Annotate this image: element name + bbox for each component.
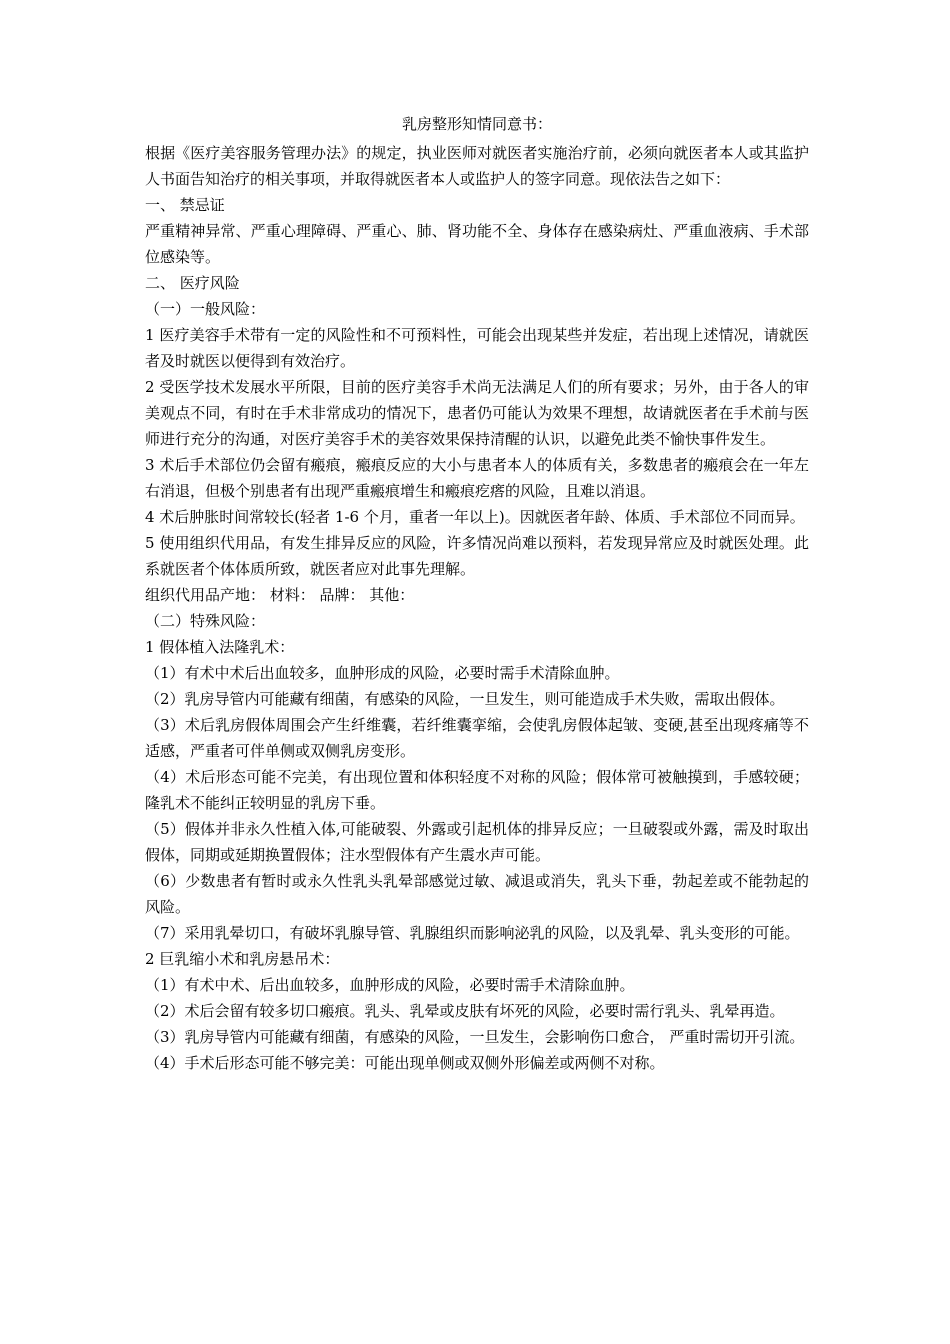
document-title: 乳房整形知情同意书：: [401, 115, 552, 133]
paragraph-contraindications: 严重精神异常、严重心理障碍、严重心、肺、肾功能不全、身体存在感染病灶、严重血液病、手术部位感染等。: [145, 222, 809, 266]
paragraph-reduction-risk-3: （3）乳房导管内可能藏有细菌，有感染的风险，一旦发生，会影响伤口愈合， 严重时需切开引流。: [145, 1028, 805, 1046]
item-heading-implant-augmentation: 1 假体植入法隆乳术：: [145, 638, 295, 656]
paragraph-reduction-risk-1: （1）有术中术、后出血较多，血肿形成的风险，必要时需手术清除血肿。: [145, 976, 635, 994]
paragraph-implant-risk-3: （3）术后乳房假体周围会产生纤维囊，若纤维囊挛缩，会使乳房假体起皱、变硬,甚至出现疼痛等不适感，严重者可伴单侧或双侧乳房变形。: [145, 716, 809, 760]
paragraph-reduction-risk-4: （4）手术后形态可能不够完美：可能出现单侧或双侧外形偏差或两侧不对称。: [145, 1054, 665, 1072]
item-heading-reduction-mastopexy: 2 巨乳缩小术和乳房悬吊术：: [145, 950, 340, 968]
paragraph-implant-risk-2: （2）乳房导管内可能藏有细菌，有感染的风险，一旦发生，则可能造成手术失败，需取出假体。: [145, 690, 785, 708]
section-heading-medical-risks: 二、 医疗风险: [145, 274, 240, 292]
subsection-heading-general-risks: （一）一般风险：: [145, 300, 266, 318]
paragraph-general-risk-4: 4 术后肿胀时间常较长(轻者 1-6 个月，重者一年以上)。因就医者年龄、体质、手术部位不同而异。: [145, 508, 805, 526]
paragraph-implant-risk-6: （6）少数患者有暂时或永久性乳头乳晕部感觉过敏、减退或消失，乳头下垂，勃起差或不能勃起的风险。: [145, 872, 809, 916]
paragraph-implant-risk-1: （1）有术中术后出血较多，血肿形成的风险，必要时需手术清除血肿。: [145, 664, 620, 682]
paragraph-general-risk-3: 3 术后手术部位仍会留有瘢痕，瘢痕反应的大小与患者本人的体质有关，多数患者的瘢痕会在一年左右消退，但极个别患者有出现严重瘢痕增生和瘢痕疙瘩的风险，且难以消退。: [145, 456, 809, 500]
paragraph-general-risk-5: 5 使用组织代用品，有发生排异反应的风险，许多情况尚难以预料，若发现异常应及时就医处理。此系就医者个体体质所致，就医者应对此事先理解。: [145, 534, 809, 578]
paragraph-implant-risk-7: （7）采用乳晕切口，有破坏乳腺导管、乳腺组织而影响泌乳的风险，以及乳晕、乳头变形的可能。: [145, 924, 800, 942]
paragraph-general-risk-2: 2 受医学技术发展水平所限，目前的医疗美容手术尚无法满足人们的所有要求；另外，由于各人的审美观点不同，有时在手术非常成功的情况下，患者仍可能认为效果不理想，故请就医者在手术前与医师进行充分的沟通，对医疗美容手术的美容效果保持清醒的认识，以避免此类不愉快事件发生。: [145, 378, 809, 448]
paragraph-general-risk-1: 1 医疗美容手术带有一定的风险性和不可预料性，可能会出现某些并发症，若出现上述情况，请就医者及时就医以便得到有效治疗。: [145, 326, 809, 370]
paragraph-reduction-risk-2: （2）术后会留有较多切口瘢痕。乳头、乳晕或皮肤有坏死的风险，必要时需行乳头、乳晕再造。: [145, 1002, 785, 1020]
paragraph-intro: 根据《医疗美容服务管理办法》的规定，执业医师对就医者实施治疗前，必须向就医者本人或其监护人书面告知治疗的相关事项，并取得就医者本人或监护人的签字同意。现依法告之如下：: [145, 144, 809, 188]
document-page: [145, 114, 809, 1076]
section-heading-contraindications: 一、 禁忌证: [145, 196, 225, 214]
subsection-heading-special-risks: （二）特殊风险：: [145, 612, 266, 630]
paragraph-implant-risk-4: （4）术后形态可能不完美，有出现位置和体积轻度不对称的风险；假体常可被触摸到，手感较硬；隆乳术不能纠正较明显的乳房下垂。: [145, 768, 809, 812]
paragraph-implant-risk-5: （5）假体并非永久性植入体,可能破裂、外露或引起机体的排异反应；一旦破裂或外露，需及时取出假体，同期或延期换置假体；注水型假体有产生震水声可能。: [145, 820, 809, 864]
paragraph-implant-origin: 组织代用品产地： 材料： 品牌： 其他：: [145, 586, 415, 604]
